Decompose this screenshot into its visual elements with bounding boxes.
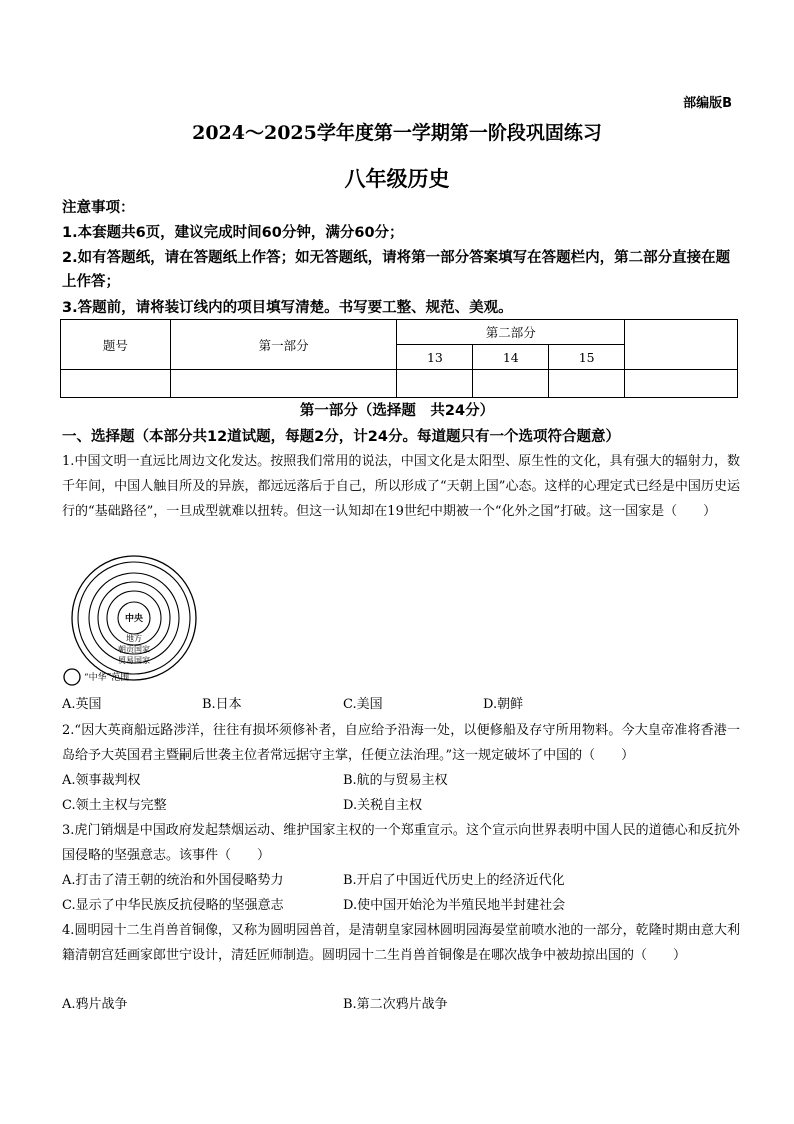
china-world-order-diagram (62, 555, 222, 690)
q2-option-a[interactable]: A.领事裁判权 (62, 773, 141, 788)
question-1-stem: 1.中国文明一直远比周边文化发达。按照我们常用的说法，中国文化是太阳型、原生性的文化，具有强大的辐射力，数千年间，中国人触目所及的异族，都远远落后于自己，所以形成了“天朝上国”心态。这样的心理定式已经是中国历史运行的“基础路径”，一旦成型就难以扭转。但这一认知却在19世纪中期被一个“化外之国”打破。这一国家是（ ） (62, 454, 740, 519)
score-cell[interactable] (625, 370, 738, 398)
score-table-col-14: 14 (473, 345, 549, 370)
score-cell[interactable] (549, 370, 625, 398)
q1-option-a[interactable]: A.英国 (62, 697, 102, 712)
score-table-total-header (625, 320, 738, 370)
q1-option-d[interactable]: D.朝鲜 (483, 697, 524, 712)
score-table-part1-header: 第一部分 (170, 320, 397, 370)
diagram-ring1-label: 地方 (126, 634, 142, 643)
score-cell[interactable] (61, 370, 171, 398)
legend-circle-icon (64, 669, 80, 685)
edition-label: 部编版B (683, 96, 732, 111)
q3-option-b[interactable]: B.开启了中国近代历史上的经济近代化 (343, 873, 565, 888)
q2-option-c[interactable]: C.领土主权与完整 (62, 798, 167, 813)
q3-option-a[interactable]: A.打击了清王朝的统治和外国侵略势力 (62, 873, 284, 888)
notice-item: 1.本套题共6页，建议完成时间60分钟，满分60分； (62, 225, 404, 241)
exam-subtitle: 八年级历史 (344, 166, 450, 191)
q4-option-b[interactable]: B.第二次鸦片战争 (343, 997, 448, 1012)
q2-option-b[interactable]: B.航的与贸易主权 (343, 773, 448, 788)
score-table-part2-header: 第二部分 (397, 320, 625, 345)
notice-heading: 注意事项： (62, 200, 135, 216)
notice-item: 2.如有答题纸，请在答题纸上作答；如无答题纸，请将第一部分答案填写在答题栏内，第二部分直接在题上作答； (62, 250, 731, 290)
diagram-ring3-label: 贸易国家 (118, 656, 150, 665)
diagram-legend-label: “中华”范围 (84, 673, 130, 683)
part-title: 一、选择题（本部分共12道试题，每题2分，计24分。每道题只有一个选项符合题意） (62, 429, 620, 445)
score-cell[interactable] (170, 370, 397, 398)
diagram-center-label: 中央 (124, 614, 144, 624)
question-3-stem: 3.虎门销烟是中国政府发起禁烟运动、维护国家主权的一个郑重宣示。这个宣示向世界表明中国人民的道德心和反抗外国侵略的坚强意志。该事件（ ） (62, 823, 740, 863)
score-table-col-15: 15 (549, 345, 625, 370)
score-table (60, 319, 738, 398)
notice-item: 3.答题前，请将装订线内的项目填写清楚。书写要工整、规范、美观。 (62, 300, 513, 316)
score-table-col-13: 13 (397, 345, 473, 370)
score-cell[interactable] (473, 370, 549, 398)
question-2-stem: 2.“因大英商船远路涉洋，往往有损坏须修补者，自应给予沿海一处，以便修船及存守所用物料。今大皇帝准将香港一岛给予大英国君主暨嗣后世袭主位者常远据守主掌，任便立法治理。”这一规定破坏了中国的（ ） (62, 723, 740, 763)
q3-option-d[interactable]: D.使中国开始沦为半殖民地半封建社会 (343, 898, 566, 913)
exam-title: 2024～2025学年度第一学期第一阶段巩固练习 (192, 122, 602, 144)
section-title: 第一部分（选择题 共24分） (299, 403, 495, 419)
q3-option-c[interactable]: C.显示了中华民族反抗侵略的坚强意志 (62, 898, 284, 913)
question-4-stem: 4.圆明园十二生肖兽首铜像，又称为圆明园兽首，是清朝皇家园林圆明园海晏堂前喷水池的一部分，乾隆时期由意大利籍清朝宫廷画家郎世宁设计，清廷匠师制造。圆明园十二生肖兽首铜像是在哪次战争中被劫掠出国的（ ） (62, 923, 740, 963)
q1-option-b[interactable]: B.日本 (202, 697, 242, 712)
q2-option-d[interactable]: D.关税自主权 (343, 798, 423, 813)
q1-option-c[interactable]: C.美国 (343, 697, 383, 712)
q4-option-a[interactable]: A.鸦片战争 (62, 997, 128, 1012)
diagram-ring2-label: 朝贡国家 (118, 645, 150, 654)
score-table-question-header: 题号 (61, 320, 171, 370)
score-cell[interactable] (397, 370, 473, 398)
